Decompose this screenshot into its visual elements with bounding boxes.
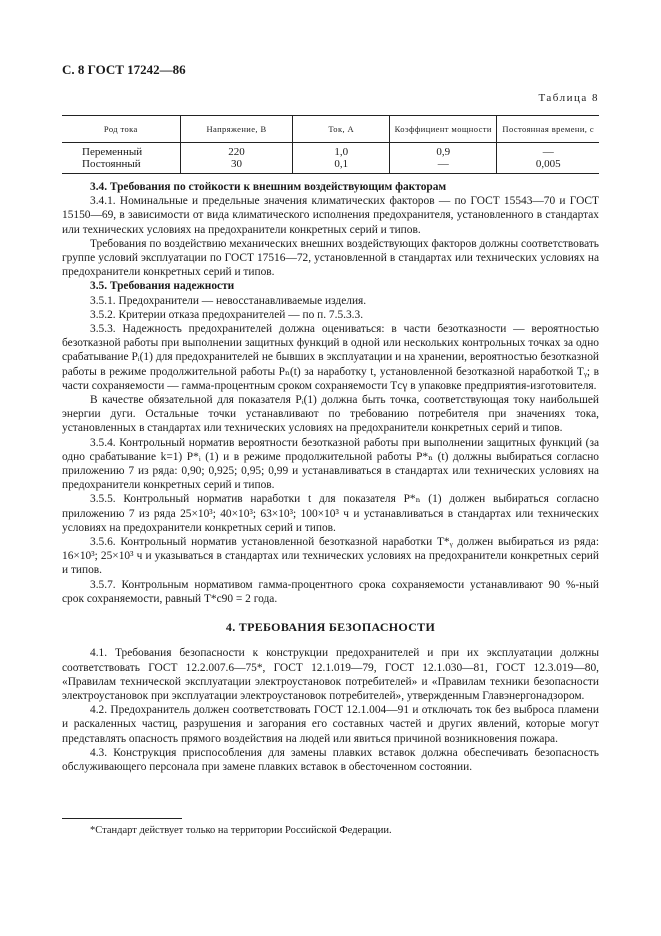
- table-cell: 0,005: [497, 158, 599, 174]
- table-cell: Постоянный: [62, 158, 180, 174]
- table-cell: 1,0: [293, 143, 390, 159]
- paragraph: 3.4.1. Номинальные и предельные значения климатических факторов — по ГОСТ 15543—70 и ГОСТ 15150—69, в зависимости от вида климатического исполнения предохранителя, установленного в стандартах или технических условиях на предохранители конкретных серий и типов.: [62, 195, 599, 236]
- column-header: Коэффициент мощности: [390, 116, 497, 143]
- table-label: Таблица 8: [538, 92, 599, 104]
- table-row: [62, 158, 599, 174]
- table-cell: —: [497, 143, 599, 159]
- paragraph: 4.1. Требования безопасности к конструкции предохранителей и при их эксплуатации должны соответствовать ГОСТ 12.2.007.6—75*, ГОСТ 12.1.019—79, ГОСТ 12.1.030—81, ГОСТ 12.3.019—80, «Правилам технической эксплуатации электроустановок потребителей» и «Правилам техники безопасности электроустановок при эксплуатации электроустановок потребителей», утвержденным Главэнергонадзором.: [62, 647, 599, 702]
- paragraph: 3.5.6. Контрольный норматив установленной безотказной наработки T*ᵧ должен выбираться из ряда: 16×10³; 25×10³ ч и указываться в стандартах или технических условиях на предохранители конкретных серий и типов.: [62, 536, 599, 577]
- footnote-divider: [62, 818, 182, 819]
- column-header: Ток, А: [293, 116, 390, 143]
- paragraph: 3.5.7. Контрольным нормативом гамма-процентного срока сохраняемости устанавливают 90 %-ный срок сохраняемости, равный T*с90 = 2 года.: [62, 578, 599, 605]
- table-row: [62, 143, 599, 159]
- paragraph: Требования по воздействию механических внешних воздействующих факторов должны соответствовать группе условий эксплуатации по ГОСТ 17516—72, установленной в стандартах или технических условиях на предохранители конкретных серий и типов.: [62, 237, 599, 279]
- column-header: Постоянная времени, с: [497, 116, 599, 143]
- paragraph: 4.2. Предохранитель должен соответствовать ГОСТ 12.1.004—91 и отключать ток без выброса пламени и раскаленных частиц, разрушения и загорания его составных частей и других явлений, которые могут представлять опасность прямого воздействия на людей или явиться причиной возникновения пожара.: [62, 704, 599, 745]
- paragraph: 3.5.3. Надежность предохранителей должна оцениваться: в части безотказности — вероятностью безотказной работы при выполнении защитных функций в одной или нескольких контрольных точках за одно срабатывание Pᵢ(1) для предохранителей не бывших в эксплуатации и на хранении, вероятностью безотказной работы в режиме продолжительной работы Pₙ(t) за наработку t, установленной безотказной наработкой Tᵧ; в части сохраняемости — гамма-процентным сроком сохраняемости Tсγ в упаковке предприятия-изготовителя.: [62, 323, 599, 392]
- footnote: *Стандарт действует только на территории Российской Федерации.: [90, 825, 392, 836]
- page-header: С. 8 ГОСТ 17242—86: [62, 62, 186, 77]
- paragraph: 3.5.5. Контрольный норматив наработки t для показателя P*ₙ (1) должен выбираться согласно приложению 7 из ряда 25×10³; 40×10³; 63×10³; 100×10³ ч и устанавливаться в стандартах или технических условиях на предохранители конкретных серий и типов.: [62, 493, 599, 534]
- table-cell: 0,1: [293, 158, 390, 174]
- paragraph: 3.5.1. Предохранители — невосстанавливаемые изделия.: [90, 294, 367, 307]
- table-cell: —: [390, 158, 497, 174]
- section-title: 4. ТРЕБОВАНИЯ БЕЗОПАСНОСТИ: [225, 620, 436, 635]
- table-cell: 220: [180, 143, 293, 159]
- paragraph: В качестве обязательной для показателя Pᵢ(1) должна быть точка, соответствующая току наибольшей энергии дуги. Остальные точки устанавливают по требованию потребителя при значениях тока, установленных в стандартах или технических условиях на предохранители конкретных серий и типов.: [62, 394, 599, 435]
- paragraph: 3.5.4. Контрольный норматив вероятности безотказной работы при выполнении защитных функций (за одно срабатывание k=1) P*ᵢ (1) и в режиме продолжительной работы P*ₙ (t) должны выбираться согласно приложению 7 из ряда: 0,90; 0,925; 0,95; 0,99 и устанавливаться в стандартах или технических условиях на предохранители конкретных серий и типов.: [62, 436, 599, 492]
- column-header: Напряжение, В: [180, 116, 293, 143]
- section-heading: 3.4. Требования по стойкости к внешним воздействующим факторам: [90, 181, 447, 193]
- table-cell: 0,9: [390, 143, 497, 159]
- data-table: [62, 115, 599, 174]
- table-cell: Переменный: [82, 146, 143, 158]
- paragraph: 4.3. Конструкция приспособления для замены плавких вставок должна обеспечивать безопасность обслуживающего персонала при замене плавких вставок в обесточенном состоянии.: [62, 746, 599, 773]
- body-text: [62, 180, 599, 774]
- column-header: Род тока: [62, 116, 180, 143]
- table-cell: 30: [180, 158, 293, 174]
- section-heading: 3.5. Требования надежности: [90, 280, 235, 293]
- paragraph: 3.5.2. Критерии отказа предохранителей — по п. 7.5.3.3.: [90, 308, 364, 321]
